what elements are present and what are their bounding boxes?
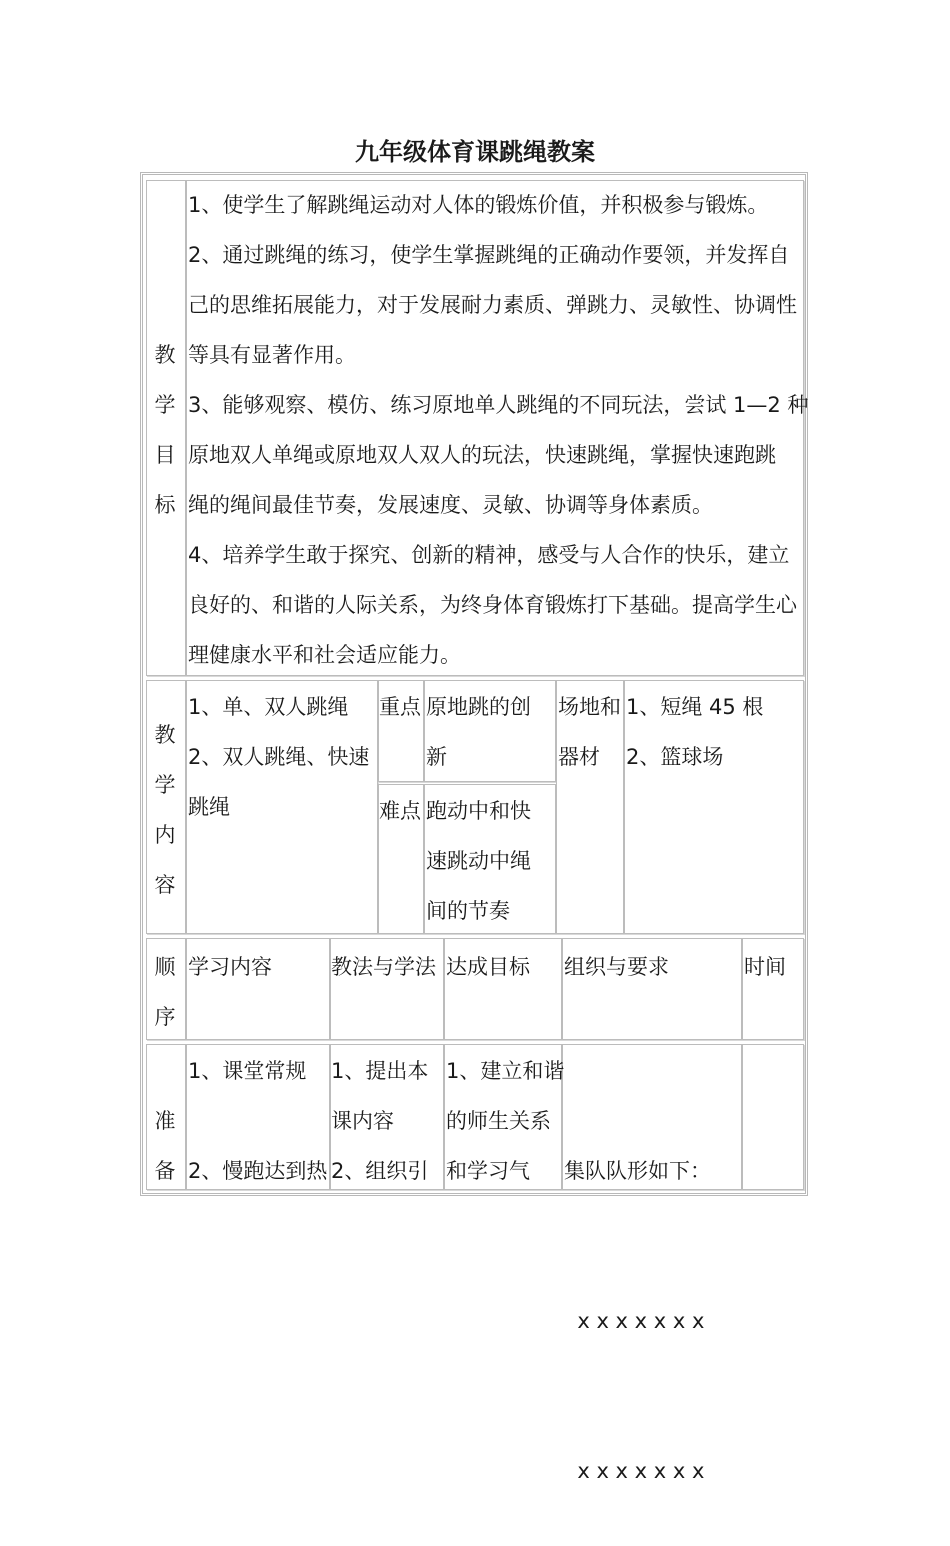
order-header: 顺 序 (154, 955, 176, 1029)
prep-label: 准 备 (154, 1109, 176, 1183)
objective-line: 良好的、和谐的人际关系，为终身体育锻炼打下基础。提高学生心 (188, 593, 797, 617)
objective-line: 1、使学生了解跳绳运动对人体的锻炼价值，并积极参与锻炼。 (188, 193, 769, 217)
objective-line: 原地双人单绳或原地双人双人的玩法，快速跳绳，掌握快速跑跳 (188, 443, 776, 467)
method-header: 教法与学法 (331, 955, 436, 979)
prep-study-text: 1、课堂常规 2、慢跑达到热 (188, 1059, 328, 1183)
objectives-text (188, 180, 808, 680)
key-point-text: 原地跳的创 新 (426, 695, 531, 769)
objective-line: 2、通过跳绳的练习，使学生掌握跳绳的正确动作要领，并发挥自 (188, 243, 790, 267)
difficulty-text: 跑动中和快 速跳动中绳 间的节奏 (426, 799, 531, 923)
objective-line: 绳的绳间最佳节奏，发展速度、灵敏、协调等身体素质。 (188, 493, 713, 517)
objective-line: 等具有显著作用。 (188, 343, 356, 367)
objective-line: 4、培养学生敢于探究、创新的精神，感受与人合作的快乐，建立 (188, 543, 790, 567)
difficulty-label: 难点 (379, 799, 421, 823)
objectives-label: 教 学 目 标 (154, 343, 176, 517)
venue-text: 1、短绳 45 根 2、篮球场 (626, 695, 764, 769)
goal-header: 达成目标 (446, 955, 530, 979)
study-header: 学习内容 (188, 955, 272, 979)
content-label: 教 学 内 容 (154, 723, 176, 897)
formation-row: x x x x x x x (564, 1309, 705, 1333)
org-header: 组织与要求 (564, 955, 669, 979)
key-point-label: 重点 (379, 695, 421, 719)
prep-org-text: 集队队形如下： x x x x x x x x x x x x x x (564, 1046, 711, 1546)
time-header: 时间 (744, 955, 786, 979)
content-items: 1、单、双人跳绳 2、双人跳绳、快速 跳绳 (188, 695, 370, 819)
document-title: 九年级体育课跳绳教案 (355, 137, 595, 166)
prep-method-text: 1、提出本 课内容 2、组织引 (331, 1059, 429, 1183)
prep-goal-text: 1、建立和谐 的师生关系 和学习气 (446, 1059, 565, 1183)
objective-line: 理健康水平和社会适应能力。 (188, 643, 461, 667)
prep-time-cell (742, 1044, 804, 1190)
objective-line: 己的思维拓展能力，对于发展耐力素质、弹跳力、灵敏性、协调性 (188, 293, 797, 317)
venue-label: 场地和 器材 (558, 695, 621, 769)
objective-line: 3、能够观察、模仿、练习原地单人跳绳的不同玩法，尝试 1—2 种 (188, 393, 809, 417)
formation-row: x x x x x x x (564, 1459, 705, 1483)
